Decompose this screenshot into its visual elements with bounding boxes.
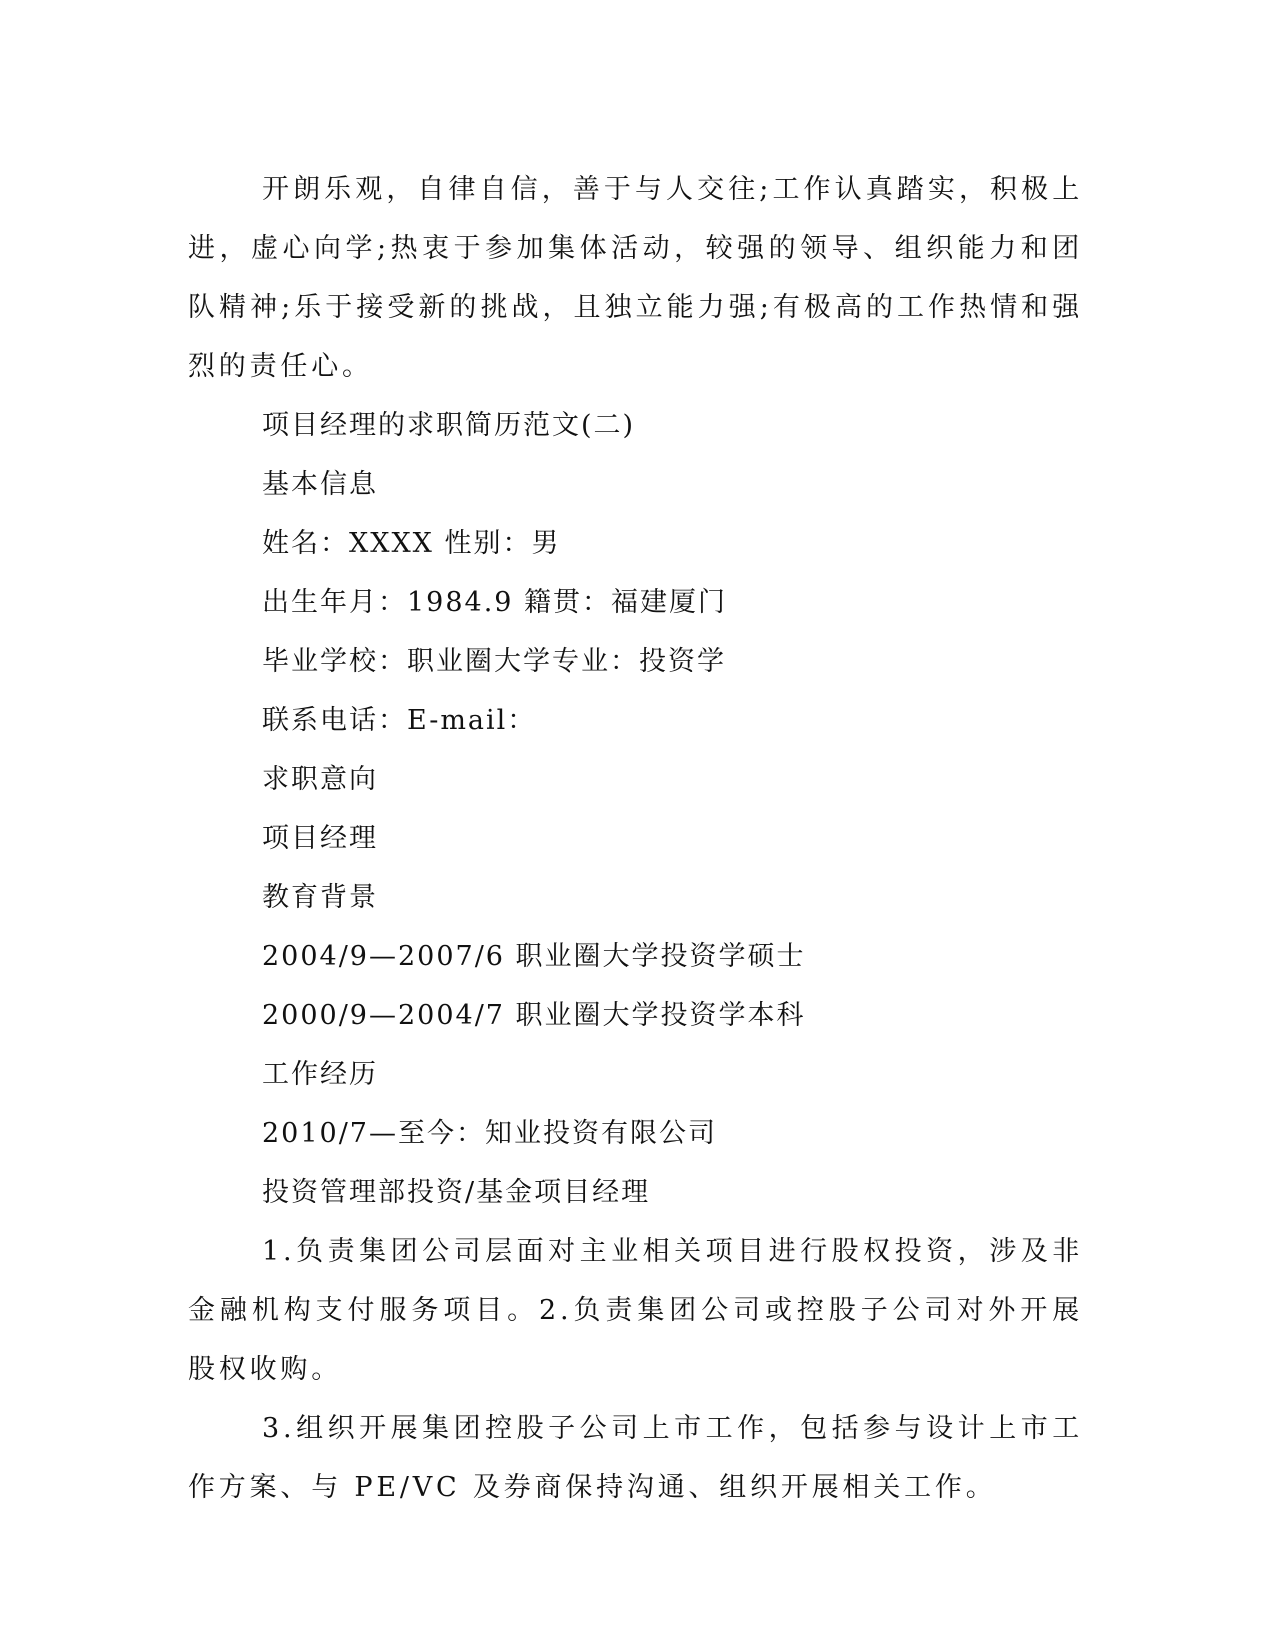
birth-origin-line: 出生年月：1984.9 籍贯：福建厦门	[262, 587, 728, 618]
section-heading-job-intent: 求职意向	[262, 764, 378, 795]
section-heading-education: 教育背景	[262, 882, 378, 913]
work-entry-position: 投资管理部投资/基金项目经理	[262, 1177, 651, 1208]
work-duty-3: 3.组织开展集团控股子公司上市工作，包括参与设计上市工作方案、与 PE/VC 及券商保持沟通、组织开展相关工作。	[188, 1413, 1083, 1503]
resume-title: 项目经理的求职简历范文(二)	[262, 410, 636, 441]
education-entry-masters: 2004/9—2007/6 职业圈大学投资学硕士	[262, 941, 806, 972]
name-gender-line: 姓名：XXXX 性别：男	[262, 528, 561, 559]
contact-line: 联系电话：E-mail：	[262, 705, 537, 736]
self-evaluation-paragraph: 开朗乐观，自律自信，善于与人交往;工作认真踏实，积极上进，虚心向学;热衷于参加集体活动，较强的领导、组织能力和团队精神;乐于接受新的挑战，且独立能力强;有极高的工作热情和强烈的责任心。	[188, 174, 1083, 382]
work-entry-company: 2010/7—至今：知业投资有限公司	[262, 1118, 717, 1149]
document-body	[188, 160, 1083, 1517]
section-heading-basic-info: 基本信息	[262, 469, 378, 500]
work-duties-1-2: 1.负责集团公司层面对主业相关项目进行股权投资，涉及非金融机构支付服务项目。2.负责集团公司或控股子公司对外开展股权收购。	[188, 1236, 1083, 1385]
school-major-line: 毕业学校：职业圈大学专业：投资学	[262, 646, 726, 677]
education-entry-bachelors: 2000/9—2004/7 职业圈大学投资学本科	[262, 1000, 806, 1031]
job-intent-value: 项目经理	[262, 823, 378, 854]
section-heading-work-experience: 工作经历	[262, 1059, 378, 1090]
